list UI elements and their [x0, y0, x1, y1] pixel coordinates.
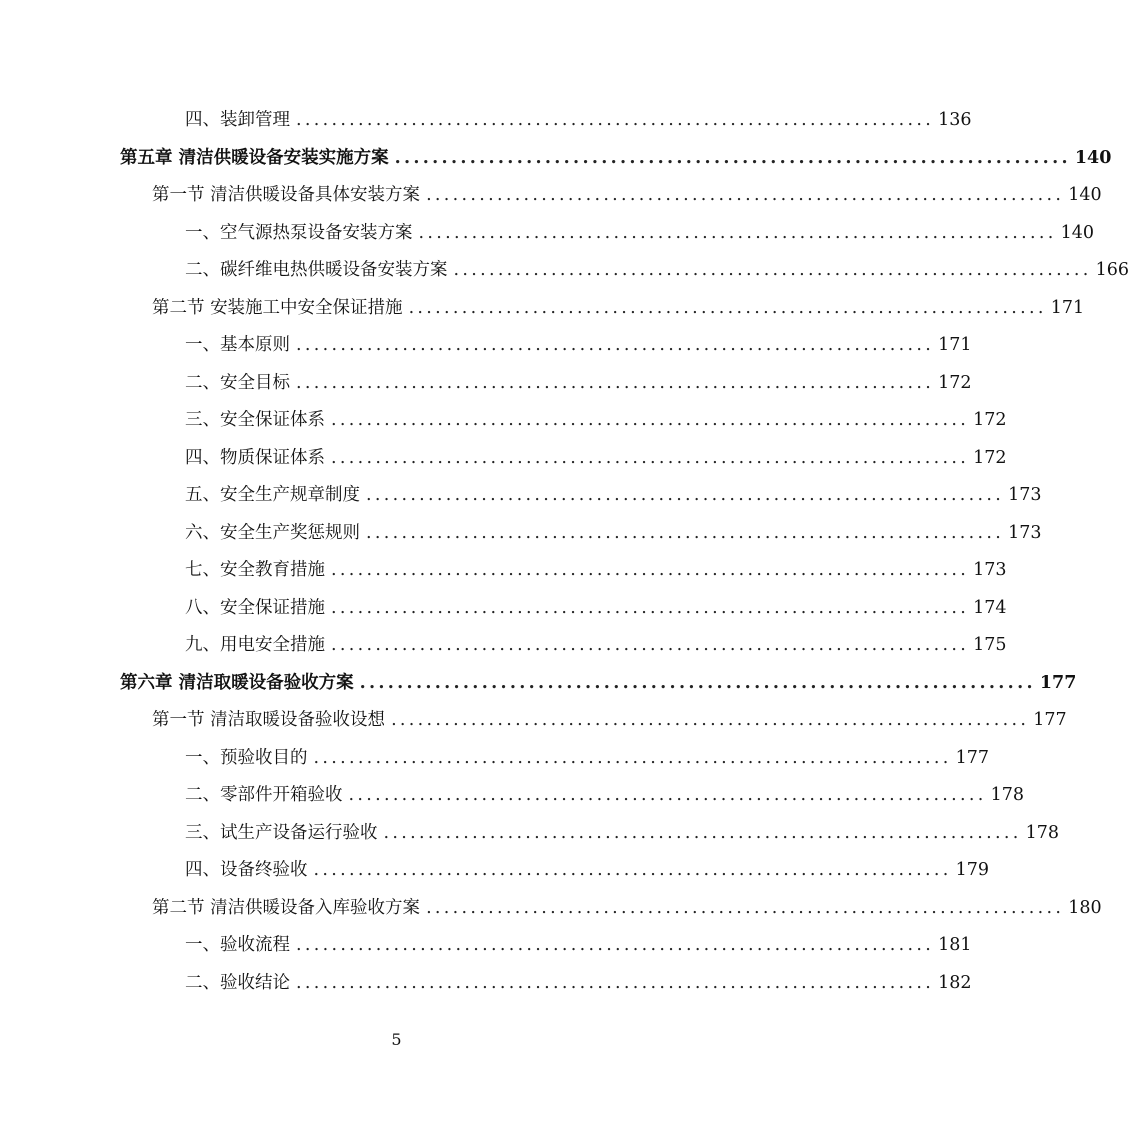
- toc-entry[interactable]: [185, 476, 1042, 514]
- toc-entry-page: 173: [1008, 522, 1042, 543]
- toc-leader-dots: ........................................................................: [408, 297, 1047, 318]
- toc-entry-label: 一、预验收目的: [185, 747, 308, 768]
- toc-leader-dots: ........................................................................: [366, 485, 1005, 505]
- toc-entry-page: 177: [1039, 672, 1077, 693]
- toc-entry-page: 178: [1025, 822, 1060, 843]
- toc-leader-dots: ........................................................................: [383, 822, 1022, 843]
- toc-entry-page: 140: [1068, 185, 1102, 205]
- toc-entry[interactable]: [185, 739, 990, 777]
- toc-entry-page: 179: [955, 860, 990, 880]
- toc-leader-dots: ........................................................................: [426, 185, 1065, 205]
- toc-entry-label: 二、验收结论: [185, 972, 290, 993]
- toc-entry-page: 175: [973, 635, 1007, 655]
- toc-section[interactable]: [152, 176, 1102, 214]
- toc-chapter[interactable]: [120, 664, 1077, 702]
- toc-entry-label: 六、安全生产奖惩规则: [185, 522, 360, 543]
- toc-entry-page: 172: [973, 410, 1007, 430]
- toc-leader-dots: ........................................................................: [366, 522, 1005, 543]
- toc-leader-dots: ........................................................................: [391, 710, 1030, 730]
- toc-entry-label: 一、空气源热泵设备安装方案: [185, 222, 413, 243]
- toc-entry-page: 166: [1095, 260, 1129, 280]
- toc-entry[interactable]: [185, 364, 972, 402]
- toc-entry[interactable]: [185, 214, 1095, 252]
- toc-leader-dots: ........................................................................: [331, 635, 970, 655]
- toc-leader-dots: ........................................................................: [296, 935, 935, 955]
- toc-leader-dots: ........................................................................: [313, 747, 952, 768]
- toc-entry-label: 二、安全目标: [185, 372, 290, 393]
- toc-entry[interactable]: [185, 101, 972, 139]
- toc-entry-label: 第一节 清洁取暖设备验收设想: [152, 710, 386, 730]
- toc-entry-page: 140: [1074, 147, 1112, 168]
- toc-entry-label: 八、安全保证措施: [185, 597, 325, 618]
- toc-entry-label: 第五章 清洁供暖设备安装实施方案: [120, 147, 389, 168]
- toc-leader-dots: ........................................................................: [296, 110, 935, 130]
- toc-entry[interactable]: [185, 964, 972, 1002]
- toc-entry-page: 177: [1033, 710, 1067, 730]
- toc-entry-page: 182: [938, 972, 972, 993]
- toc-entry[interactable]: [185, 551, 1007, 589]
- toc-entry-label: 四、物质保证体系: [185, 447, 325, 468]
- toc-entry-page: 174: [973, 597, 1007, 618]
- toc-entry[interactable]: [185, 776, 1025, 814]
- page-number: 5: [391, 1030, 402, 1049]
- toc-leader-dots: ........................................................................: [313, 860, 952, 880]
- toc-entry-page: 171: [1050, 297, 1085, 318]
- toc-leader-dots: ........................................................................: [296, 972, 935, 993]
- toc-entry-page: 172: [938, 372, 972, 393]
- toc-entry-page: 172: [973, 447, 1007, 468]
- toc-entry-label: 第一节 清洁供暖设备具体安装方案: [152, 185, 421, 205]
- toc-entry[interactable]: [185, 626, 1007, 664]
- toc-entry-page: 180: [1068, 897, 1102, 918]
- toc-entry-label: 第六章 清洁取暖设备验收方案: [120, 672, 354, 693]
- toc-entry-label: 一、验收流程: [185, 935, 290, 955]
- toc-leader-dots: ........................................................................: [359, 672, 1036, 693]
- toc-entry-label: 第二节 清洁供暖设备入库验收方案: [152, 897, 421, 918]
- toc-entry-page: 171: [938, 335, 972, 355]
- toc-entry[interactable]: [185, 251, 1129, 289]
- toc-leader-dots: ........................................................................: [331, 447, 970, 468]
- toc-entry[interactable]: [185, 401, 1007, 439]
- toc-leader-dots: ........................................................................: [331, 560, 970, 580]
- toc-entry-page: 140: [1060, 222, 1095, 243]
- toc-entry-page: 173: [973, 560, 1007, 580]
- toc-entry[interactable]: [185, 814, 1060, 852]
- toc-leader-dots: ........................................................................: [296, 335, 935, 355]
- toc-leader-dots: ........................................................................: [426, 897, 1065, 918]
- toc-entry[interactable]: [185, 851, 990, 889]
- toc-entry-page: 177: [955, 747, 990, 768]
- toc-leader-dots: ........................................................................: [453, 260, 1092, 280]
- toc-section[interactable]: [152, 289, 1085, 327]
- toc-entry-page: 136: [938, 110, 972, 130]
- toc-section[interactable]: [152, 701, 1067, 739]
- toc-leader-dots: ........................................................................: [331, 410, 970, 430]
- toc-entry-label: 四、装卸管理: [185, 110, 290, 130]
- toc-leader-dots: ........................................................................: [331, 597, 970, 618]
- toc-entry[interactable]: [185, 926, 972, 964]
- toc-leader-dots: ........................................................................: [394, 147, 1071, 168]
- toc-entry-label: 二、零部件开箱验收: [185, 785, 343, 805]
- toc-entry[interactable]: [185, 589, 1007, 627]
- toc-entry[interactable]: [185, 514, 1042, 552]
- toc-entry-label: 七、安全教育措施: [185, 560, 325, 580]
- toc-entry-label: 一、基本原则: [185, 335, 290, 355]
- toc-entry-page: 181: [938, 935, 972, 955]
- toc-entry-page: 178: [990, 785, 1025, 805]
- toc-section[interactable]: [152, 889, 1102, 927]
- toc-leader-dots: ........................................................................: [348, 785, 987, 805]
- toc-leader-dots: ........................................................................: [418, 222, 1057, 243]
- toc-entry-label: 三、试生产设备运行验收: [185, 822, 378, 843]
- toc-entry-label: 三、安全保证体系: [185, 410, 325, 430]
- toc-entry[interactable]: [185, 326, 972, 364]
- toc-entry-page: 173: [1008, 485, 1042, 505]
- toc-entry-label: 第二节 安装施工中安全保证措施: [152, 297, 403, 318]
- toc-entry-label: 五、安全生产规章制度: [185, 485, 360, 505]
- toc-chapter[interactable]: [120, 139, 1112, 177]
- toc-leader-dots: ........................................................................: [296, 372, 935, 393]
- toc-entry-label: 二、碳纤维电热供暖设备安装方案: [185, 260, 448, 280]
- toc-entry[interactable]: [185, 439, 1007, 477]
- toc-entry-label: 九、用电安全措施: [185, 635, 325, 655]
- toc-entry-label: 四、设备终验收: [185, 860, 308, 880]
